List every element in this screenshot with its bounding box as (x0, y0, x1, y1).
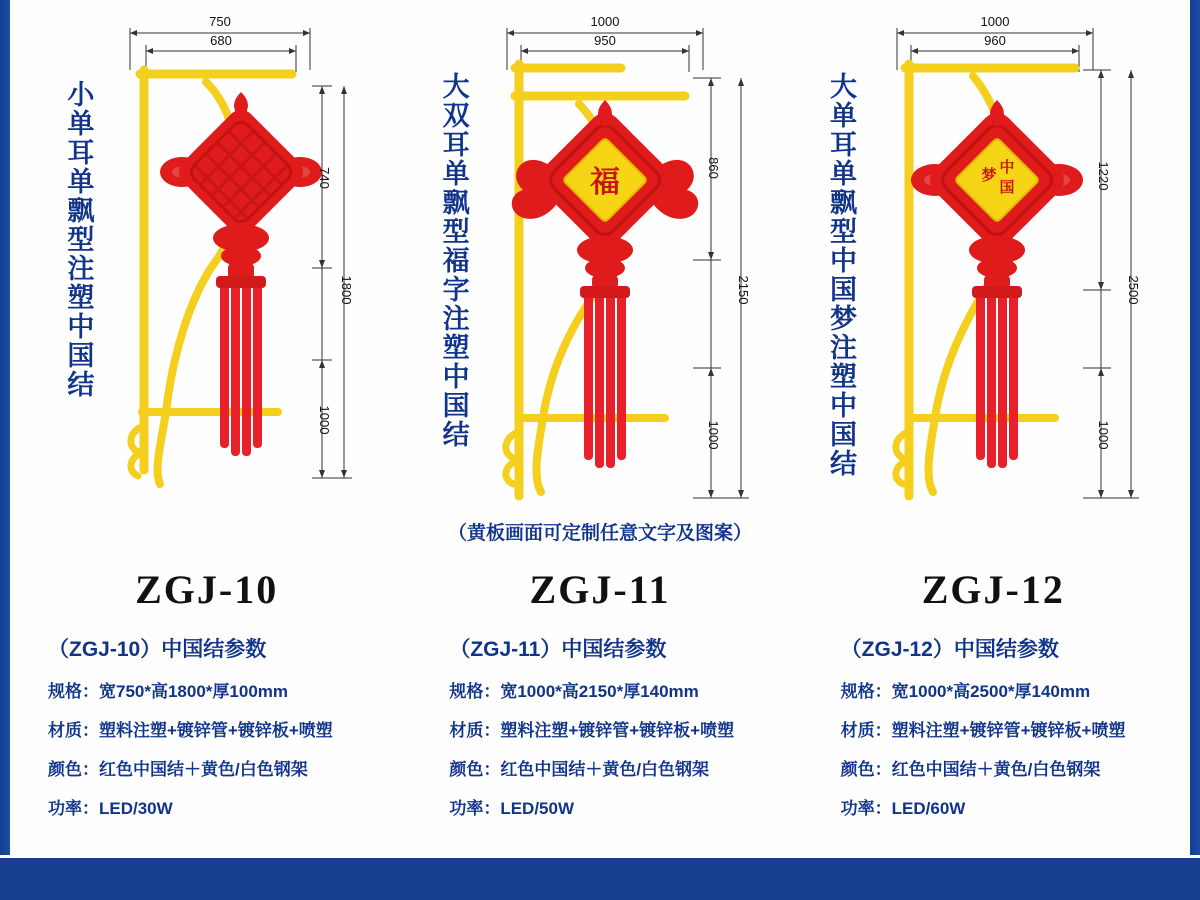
svg-text:1000: 1000 (706, 420, 722, 450)
spec-block (403, 633, 796, 819)
spec-material: 材质：塑料注塑+镀锌管+镀锌板+喷塑 (449, 721, 735, 740)
product-vertical-title: 大单耳单飘型中国梦注塑中国结 (826, 72, 856, 478)
svg-text:680: 680 (210, 33, 232, 48)
spec-color: 颜色：红色中国结＋黄色/白色钢架 (449, 760, 710, 779)
model-code: ZGJ-12 (921, 567, 1065, 612)
spec-color: 颜色：红色中国结＋黄色/白色钢架 (48, 760, 308, 779)
zgj-12-drawing (797, 0, 1190, 560)
spec-color: 颜色：红色中国结＋黄色/白色钢架 (840, 760, 1101, 779)
product-card-zgj-11 (403, 0, 796, 850)
right-edge-border (1190, 0, 1200, 900)
spec-title: （ZGJ-10）中国结参数 (48, 638, 267, 661)
spec-size: 规格：宽750*高1800*厚100mm (48, 682, 289, 701)
svg-text:1000: 1000 (590, 14, 620, 29)
svg-text:950: 950 (594, 33, 617, 48)
plaque-character-guo: 国 (999, 180, 1015, 196)
svg-text:750: 750 (209, 14, 231, 29)
customization-note: （黄板画面可定制任意文字及图案） (447, 523, 752, 544)
svg-text:1000: 1000 (1095, 420, 1111, 450)
model-code: ZGJ-11 (529, 567, 671, 612)
product-vertical-title: 小单耳单飘型注塑中国结 (63, 80, 94, 399)
product-figure-zgj-11 (403, 0, 796, 560)
spec-block (797, 633, 1190, 819)
spec-material: 材质：塑料注塑+镀锌管+镀锌板+喷塑 (840, 721, 1126, 740)
zgj-11-drawing (403, 0, 796, 560)
spec-power: 功率：LED/30W (48, 799, 173, 818)
left-edge-border (0, 0, 10, 900)
product-columns (10, 0, 1190, 850)
model-code: ZGJ-10 (135, 567, 279, 612)
product-figure-zgj-10 (10, 0, 403, 560)
svg-text:2150: 2150 (736, 275, 752, 305)
spec-power: 功率：LED/50W (449, 799, 575, 818)
spec-size: 规格：宽1000*高2150*厚140mm (449, 682, 699, 701)
plaque-character-zhong: 中 (999, 160, 1015, 176)
spec-title: （ZGJ-11）中国结参数 (449, 638, 667, 661)
svg-text:740: 740 (317, 167, 332, 189)
product-card-zgj-10 (10, 0, 403, 850)
zgj-10-drawing (10, 0, 403, 560)
spec-title: （ZGJ-12）中国结参数 (840, 638, 1059, 661)
spec-power: 功率：LED/60W (840, 799, 966, 818)
chinese-knot-graphic (160, 92, 322, 456)
plaque-character: 福 (590, 166, 621, 199)
product-card-zgj-12 (797, 0, 1190, 850)
spec-size: 规格：宽1000*高2500*厚140mm (840, 682, 1091, 701)
svg-text:1000: 1000 (980, 14, 1010, 29)
spec-material: 材质：塑料注塑+镀锌管+镀锌板+喷塑 (48, 721, 333, 740)
svg-text:1220: 1220 (1095, 161, 1111, 191)
plaque-character-meng: 梦 (981, 168, 997, 184)
product-figure-zgj-12 (797, 0, 1190, 560)
product-vertical-title: 大双耳单飘型福字注塑中国结 (438, 72, 469, 449)
svg-text:960: 960 (983, 33, 1006, 48)
svg-text:860: 860 (706, 157, 722, 179)
svg-text:1800: 1800 (339, 275, 354, 305)
footer-band (0, 855, 1200, 900)
spec-block (10, 633, 403, 819)
svg-text:1000: 1000 (317, 405, 332, 435)
svg-text:2500: 2500 (1125, 275, 1141, 305)
chinese-knot-graphic (512, 100, 698, 468)
